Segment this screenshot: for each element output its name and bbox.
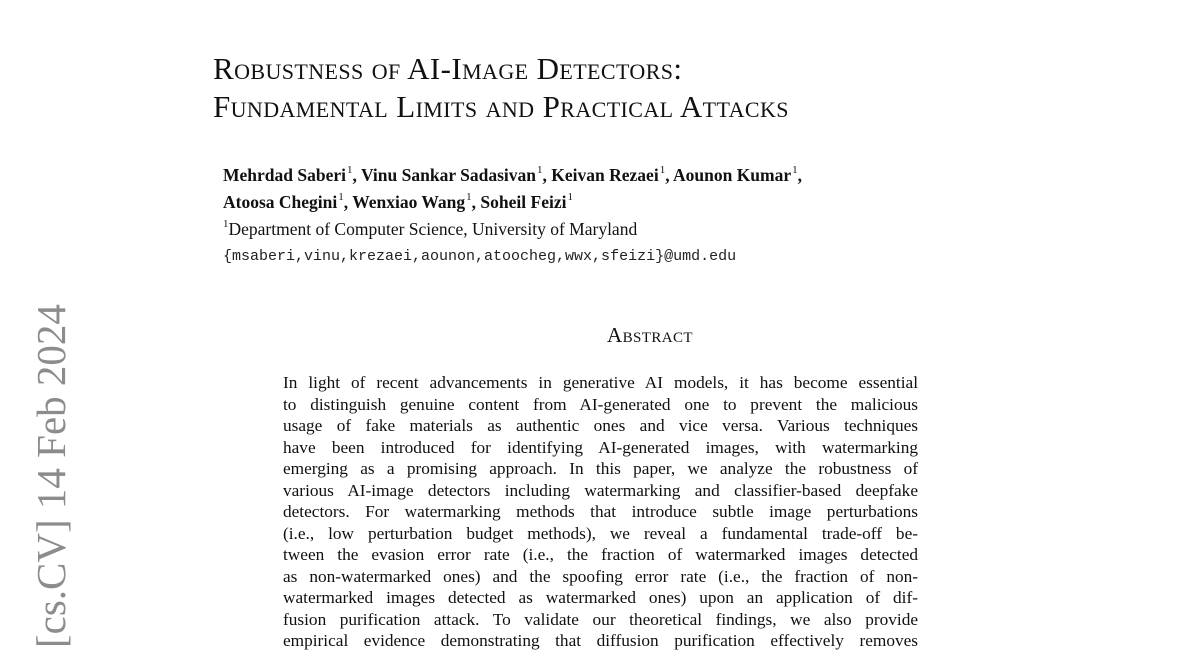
author: Wenxiao Wang$^1$, <box>352 190 481 212</box>
abstract-line: In light of recent advancements in generative AI models, it has become essential <box>283 373 918 392</box>
abstract-line: tween the evasion error rate (i.e., the fraction of watermarked images detected <box>283 545 918 564</box>
abstract-line: fusion purification attack. To validate our theoretical findings, we also provide <box>283 609 918 629</box>
author: Mehrdad Saberi$^1$, <box>223 164 361 185</box>
author-line-1 <box>223 160 923 187</box>
abstract-line: various AI-image detectors including watermarking and classifier-based deepfake <box>283 480 918 500</box>
abstract-line: usage of fake materials as authentic ones and vice versa. Various techniques <box>283 416 918 435</box>
author-emails: {msaberi,vinu,krezaei,aounon,atoocheg,wwx,sfeizi}@umd.edu <box>223 248 737 265</box>
abstract-line: to distinguish genuine content from AI-generated one to prevent the malicious <box>283 394 918 414</box>
abstract-body <box>283 372 918 652</box>
abstract-heading-text: Abstract <box>607 323 693 347</box>
abstract-line: emerging as a promising approach. In this paper, we analyze the robustness of <box>283 459 918 478</box>
abstract-line: watermarked images detected as watermarked ones) upon an application of dif- <box>283 588 918 607</box>
abstract-line: (i.e., low perturbation budget methods), we reveal a fundamental trade-off be- <box>283 523 918 543</box>
abstract-line: have been introduced for identifying AI-generated images, with watermarking <box>283 437 918 457</box>
author: Atoosa Chegini$^1$, <box>223 190 353 212</box>
abstract-line: empirical evidence demonstrating that diffusion purification effectively removes <box>283 631 918 650</box>
abstract-line: as non-watermarked ones) and the spoofing error rate (i.e., the fraction of non- <box>283 566 918 586</box>
affiliation-marker: 1 <box>223 218 229 230</box>
author-list <box>223 160 923 214</box>
paper-title <box>213 50 789 126</box>
title-line-1: Robustness of AI-Image Detectors: <box>213 51 683 86</box>
author: Vinu Sankar Sadasivan$^1$, <box>360 164 552 185</box>
title-line-2: Fundamental Limits and Practical Attacks <box>213 89 789 124</box>
abstract-line: detectors. For watermarking methods that introduce subtle image perturbations <box>283 502 918 521</box>
author: Keivan Rezaei$^1$, <box>551 164 673 185</box>
abstract-heading <box>0 322 1200 348</box>
affiliation-text: Department of Computer Science, University of Maryland <box>228 218 638 239</box>
author: Soheil Feizi$^1$ <box>480 190 573 212</box>
affiliation <box>223 214 637 240</box>
author: Aounon Kumar$^1$, <box>672 164 803 185</box>
arxiv-stamp: [cs.CV] 14 Feb 2024 <box>28 304 74 648</box>
author-line-2 <box>223 187 923 214</box>
